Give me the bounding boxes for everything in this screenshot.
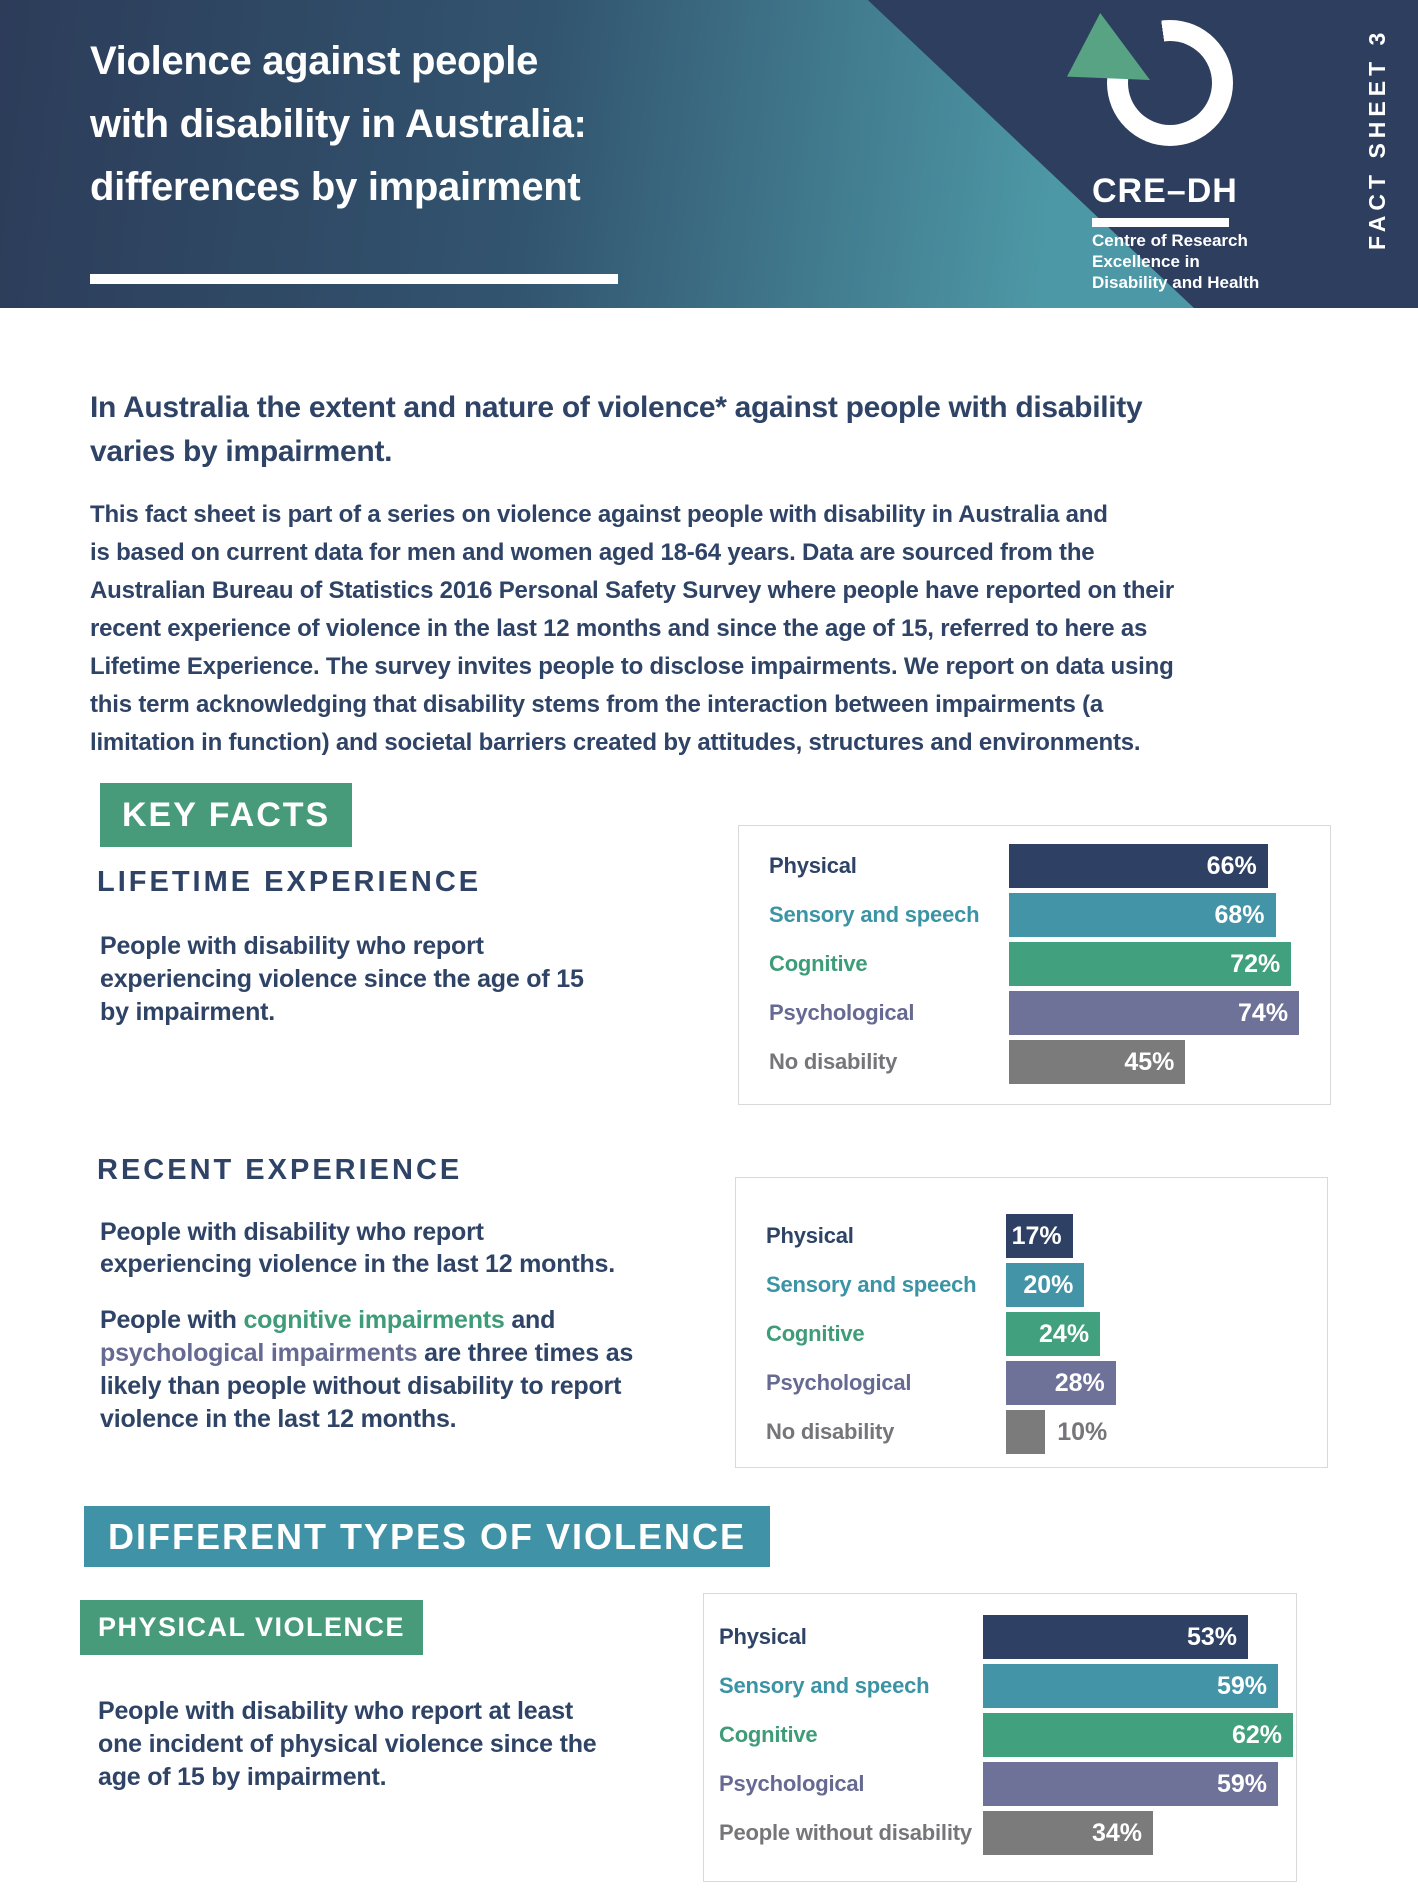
text-line: experiencing violence since the age of 15 xyxy=(100,965,584,993)
chart-bar-track xyxy=(1006,1214,1398,1258)
chart-bar-track xyxy=(1009,1040,1401,1084)
chart-category-label: Sensory and speech xyxy=(766,1272,977,1297)
highlighted-term: are three times as xyxy=(417,1339,634,1367)
text-line: People with disability who report xyxy=(100,932,484,960)
text-line: This fact sheet is part of a series on violence against people with disability in Australia and xyxy=(90,501,1108,528)
chart-bar xyxy=(1006,1410,1045,1454)
physical-violence-badge: PHYSICAL VIOLENCE xyxy=(80,1600,423,1655)
chart-row xyxy=(769,893,1330,937)
text-line xyxy=(100,1370,633,1403)
chart-bar-track xyxy=(1006,1410,1398,1454)
text-line: one incident of physical violence since the xyxy=(98,1730,597,1758)
chart-category-label: People without disability xyxy=(719,1820,972,1845)
chart-row xyxy=(766,1263,1327,1307)
chart-bar xyxy=(1006,1361,1116,1405)
chart-row xyxy=(766,1312,1327,1356)
physical-violence-chart xyxy=(703,1593,1297,1882)
chart-bar xyxy=(1009,991,1299,1035)
physical-violence-description xyxy=(98,1695,596,1794)
chart-bar xyxy=(1006,1214,1073,1258)
chart-bar xyxy=(1006,1263,1084,1307)
chart-value-label: 20% xyxy=(1023,1270,1074,1299)
chart-bar xyxy=(1006,1312,1100,1356)
text-line: limitation in function) and societal barriers created by attitudes, structures and environments. xyxy=(90,729,1141,756)
chart-row xyxy=(719,1762,1296,1806)
chart-value-label: 34% xyxy=(1091,1818,1142,1847)
text-line: Disability and Health xyxy=(1092,273,1260,292)
chart-value-label: 45% xyxy=(1124,1047,1175,1076)
text-line xyxy=(100,1403,633,1436)
logo-ring-icon xyxy=(1107,20,1233,146)
chart-bar xyxy=(983,1811,1153,1855)
text-line: by impairment. xyxy=(100,998,276,1026)
cre-dh-logo xyxy=(0,0,1418,308)
lifetime-experience-heading: LIFETIME EXPERIENCE xyxy=(97,866,482,898)
highlighted-term: likely than people without disability to report xyxy=(100,1372,622,1400)
chart-value-label: 68% xyxy=(1214,900,1265,929)
chart-row xyxy=(769,844,1330,888)
chart-bar-track xyxy=(1006,1312,1398,1356)
chart-category-label: Cognitive xyxy=(769,951,868,976)
chart-value-label: 74% xyxy=(1238,998,1289,1027)
text-line xyxy=(100,1304,633,1337)
chart-bar xyxy=(1009,844,1268,888)
chart-row xyxy=(769,942,1330,986)
chart-value-label: 28% xyxy=(1054,1368,1105,1397)
text-line xyxy=(100,1337,633,1370)
intro-heading xyxy=(90,386,1142,474)
key-facts-badge: KEY FACTS xyxy=(100,783,352,847)
text-line: People with disability who report at least xyxy=(98,1697,574,1725)
recent-experience-heading: RECENT EXPERIENCE xyxy=(97,1154,463,1186)
highlighted-term: psychological impairments xyxy=(100,1339,418,1367)
fact-sheet-label: FACT SHEET 3 xyxy=(1364,27,1390,250)
chart-bar xyxy=(983,1713,1293,1757)
recent-experience-chart xyxy=(735,1177,1328,1468)
intro-body-paragraph xyxy=(90,496,1174,762)
chart-value-label: 72% xyxy=(1230,949,1281,978)
chart-bar-track xyxy=(1009,991,1401,1035)
text-line: Centre of Research xyxy=(1092,231,1248,250)
recent-description xyxy=(100,1216,615,1280)
chart-bar xyxy=(1009,1040,1185,1084)
text-line: differences by impairment xyxy=(90,165,581,209)
highlighted-term: People with xyxy=(100,1306,244,1334)
chart-category-label: Psychological xyxy=(766,1370,912,1395)
chart-value-label: 66% xyxy=(1206,851,1257,880)
logo-divider xyxy=(1092,218,1229,227)
text-line: is based on current data for men and women aged 18-64 years. Data are sourced from the xyxy=(90,539,1095,566)
chart-value-label: 10% xyxy=(1057,1417,1108,1446)
chart-category-label: Physical xyxy=(766,1223,854,1248)
chart-bar-track xyxy=(983,1762,1418,1806)
chart-row xyxy=(769,991,1330,1035)
chart-bar xyxy=(983,1664,1278,1708)
chart-category-label: Physical xyxy=(769,853,857,878)
lifetime-experience-chart xyxy=(738,825,1331,1105)
chart-bar-track xyxy=(1009,942,1401,986)
text-line: Australian Bureau of Statistics 2016 Personal Safety Survey where people have reported on their xyxy=(90,577,1175,604)
chart-row xyxy=(766,1410,1327,1454)
chart-bar-track xyxy=(983,1615,1418,1659)
chart-row xyxy=(719,1811,1296,1855)
text-line: Excellence in xyxy=(1092,252,1200,271)
chart-bar-track xyxy=(983,1713,1418,1757)
chart-category-label: Cognitive xyxy=(766,1321,865,1346)
chart-row xyxy=(766,1361,1327,1405)
chart-row xyxy=(719,1664,1296,1708)
highlighted-term: and xyxy=(504,1306,556,1334)
chart-bar-track xyxy=(983,1664,1418,1708)
text-line: experiencing violence in the last 12 months. xyxy=(100,1250,615,1278)
text-line: Lifetime Experience. The survey invites people to disclose impairments. We report on data using xyxy=(90,653,1174,680)
chart-bar-track xyxy=(1006,1361,1398,1405)
chart-bar xyxy=(983,1615,1248,1659)
chart-category-label: No disability xyxy=(766,1419,895,1444)
highlighted-term: violence in the last 12 months. xyxy=(100,1405,457,1433)
chart-category-label: Sensory and speech xyxy=(769,902,980,927)
chart-row xyxy=(766,1214,1327,1258)
logo-subtitle xyxy=(1092,230,1259,293)
text-line: recent experience of violence in the last 12 months and since the age of 15, referred to here as xyxy=(90,615,1148,642)
chart-value-label: 59% xyxy=(1216,1769,1267,1798)
chart-bar-track xyxy=(1009,893,1401,937)
lifetime-description xyxy=(100,930,584,1029)
chart-category-label: Sensory and speech xyxy=(719,1673,930,1698)
text-line: People with disability who report xyxy=(100,1218,484,1246)
chart-value-label: 59% xyxy=(1216,1671,1267,1700)
text-line: with disability in Australia: xyxy=(90,102,587,146)
chart-row xyxy=(719,1713,1296,1757)
chart-bar xyxy=(1009,893,1276,937)
chart-category-label: Psychological xyxy=(769,1000,915,1025)
chart-bar-track xyxy=(983,1811,1418,1855)
chart-bar xyxy=(983,1762,1278,1806)
types-of-violence-banner: DIFFERENT TYPES OF VIOLENCE xyxy=(84,1506,770,1567)
chart-category-label: No disability xyxy=(769,1049,898,1074)
header-banner xyxy=(0,0,1418,308)
text-line: In Australia the extent and nature of violence* against people with disability xyxy=(90,391,1143,424)
chart-value-label: 24% xyxy=(1039,1319,1090,1348)
chart-category-label: Physical xyxy=(719,1624,807,1649)
chart-category-label: Cognitive xyxy=(719,1722,818,1747)
text-line: age of 15 by impairment. xyxy=(98,1763,387,1791)
chart-bar-track xyxy=(1006,1263,1398,1307)
chart-value-label: 17% xyxy=(1011,1221,1062,1250)
chart-row xyxy=(769,1040,1330,1084)
chart-value-label: 62% xyxy=(1231,1720,1282,1749)
text-line: varies by impairment. xyxy=(90,435,393,468)
chart-category-label: Psychological xyxy=(719,1771,865,1796)
recent-note xyxy=(100,1304,633,1436)
text-line: this term acknowledging that disability stems from the interaction between impairments (a xyxy=(90,691,1104,718)
highlighted-term: cognitive impairments xyxy=(243,1306,505,1334)
logo-acronym: CRE–DH xyxy=(1092,172,1238,210)
text-line: Violence against people xyxy=(90,39,539,83)
chart-bar xyxy=(1009,942,1291,986)
chart-bar-track xyxy=(1009,844,1401,888)
chart-row xyxy=(719,1615,1296,1659)
chart-value-label: 53% xyxy=(1186,1622,1237,1651)
